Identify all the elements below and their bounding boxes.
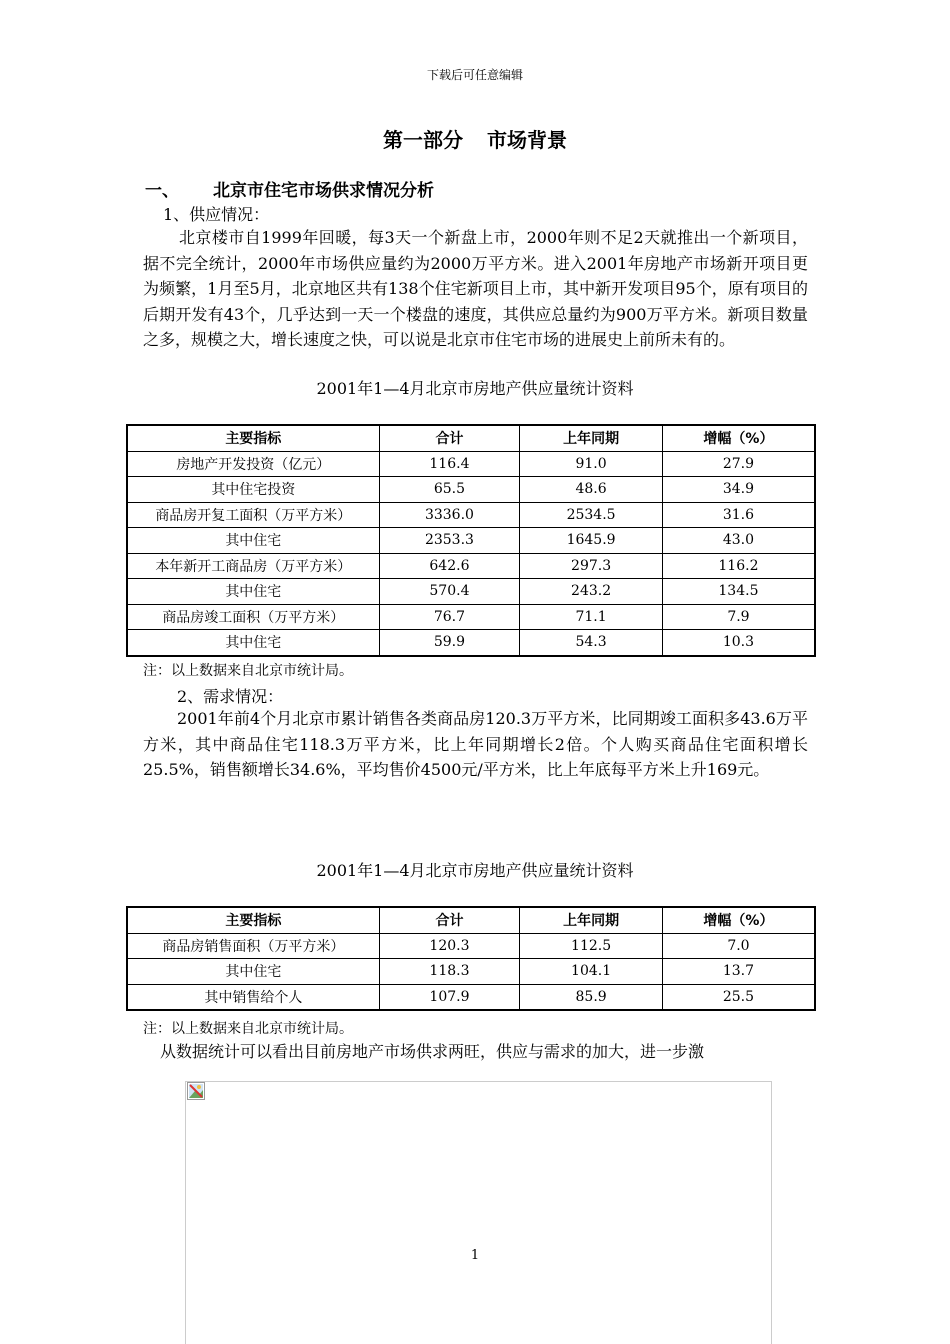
table-cell: 116.4 xyxy=(379,451,520,477)
column-header: 上年同期 xyxy=(520,907,663,933)
table-cell: 34.9 xyxy=(662,477,815,503)
table-cell: 13.7 xyxy=(662,959,815,985)
demand-table xyxy=(126,906,816,1011)
table-cell: 107.9 xyxy=(379,984,520,1010)
table-row xyxy=(127,579,815,605)
table-cell: 本年新开工商品房（万平方米） xyxy=(127,553,379,579)
table-row xyxy=(127,477,815,503)
table-cell: 104.1 xyxy=(520,959,663,985)
table-cell: 其中住宅 xyxy=(127,528,379,554)
table-cell: 118.3 xyxy=(379,959,520,985)
image-placeholder xyxy=(185,1081,772,1344)
table-cell: 其中销售给个人 xyxy=(127,984,379,1010)
table-cell: 商品房开复工面积（万平方米） xyxy=(127,502,379,528)
title-part: 第一部分 xyxy=(383,128,463,152)
table-cell: 48.6 xyxy=(520,477,663,503)
section-number: 一、 xyxy=(145,181,179,201)
supply-label: 1、供应情况： xyxy=(163,205,270,224)
table-cell: 其中住宅 xyxy=(127,579,379,605)
column-header: 增幅（%） xyxy=(662,425,815,451)
broken-image-icon xyxy=(187,1082,205,1100)
table-cell: 27.9 xyxy=(662,451,815,477)
table-row xyxy=(127,553,815,579)
table-cell: 134.5 xyxy=(662,579,815,605)
table-cell: 43.0 xyxy=(662,528,815,554)
table1-caption: 2001年1—4月北京市房地产供应量统计资料 xyxy=(316,379,634,398)
table-cell: 25.5 xyxy=(662,984,815,1010)
table-row xyxy=(127,959,815,985)
demand-paragraph: 2001年前4个月北京市累计销售各类商品房120.3万平方米，比同期竣工面积多43.6万平方米，其中商品住宅118.3万平方米，比上年同期增长2倍。个人购买商品住宅面积增长25.5%，销售额增长34.6%，平均售价4500元/平方米，比上年底每平方米上升169元。 xyxy=(143,709,808,779)
column-header: 上年同期 xyxy=(520,425,663,451)
table-cell: 2534.5 xyxy=(520,502,663,528)
table-row xyxy=(127,451,815,477)
table-cell: 54.3 xyxy=(520,630,663,656)
table-cell: 91.0 xyxy=(520,451,663,477)
table-cell: 7.9 xyxy=(662,604,815,630)
column-header: 合计 xyxy=(379,907,520,933)
table-row xyxy=(127,630,815,656)
table-cell: 7.0 xyxy=(662,933,815,959)
table-cell: 1645.9 xyxy=(520,528,663,554)
table2-caption: 2001年1—4月北京市房地产供应量统计资料 xyxy=(316,861,634,880)
column-header: 主要指标 xyxy=(127,425,379,451)
table-cell: 243.2 xyxy=(520,579,663,605)
table-header-row xyxy=(127,907,815,933)
section-heading xyxy=(145,176,434,201)
table-row xyxy=(127,984,815,1010)
supply-table xyxy=(126,424,816,657)
table-cell: 其中住宅投资 xyxy=(127,477,379,503)
demand-label: 2、需求情况： xyxy=(177,687,284,706)
table-row xyxy=(127,933,815,959)
table2-note: 注：以上数据来自北京市统计局。 xyxy=(143,1021,353,1037)
table-cell: 71.1 xyxy=(520,604,663,630)
table-cell: 642.6 xyxy=(379,553,520,579)
page-number: 1 xyxy=(470,1248,480,1263)
table-row xyxy=(127,604,815,630)
table-cell: 112.5 xyxy=(520,933,663,959)
table-cell: 房地产开发投资（亿元） xyxy=(127,451,379,477)
table-row xyxy=(127,502,815,528)
table-cell: 31.6 xyxy=(662,502,815,528)
table-cell: 59.9 xyxy=(379,630,520,656)
table-cell: 商品房销售面积（万平方米） xyxy=(127,933,379,959)
page-title xyxy=(0,124,950,153)
table-cell: 10.3 xyxy=(662,630,815,656)
table-cell: 570.4 xyxy=(379,579,520,605)
section-title: 北京市住宅市场供求情况分析 xyxy=(213,181,434,201)
table-cell: 其中住宅 xyxy=(127,959,379,985)
table-cell: 商品房竣工面积（万平方米） xyxy=(127,604,379,630)
column-header: 增幅（%） xyxy=(662,907,815,933)
page-header: 下载后可任意编辑 xyxy=(426,68,523,82)
table-cell: 116.2 xyxy=(662,553,815,579)
closing-paragraph: 从数据统计可以看出目前房地产市场供求两旺，供应与需求的加大，进一步激 xyxy=(160,1042,705,1061)
supply-paragraph: 北京楼市自1999年回暖，每3天一个新盘上市，2000年则不足2天就推出一个新项目，据不完全统计，2000年市场供应量约为2000万平方米。进入2001年房地产市场新开项目更为频繁，1月至5月，北京地区共有138个住宅新项目上市，其中新开发项目95个，原有项目的后期开发有43个，几乎达到一天一个楼盘的速度，其供应总量约为900万平方米。新项目数量之多，规模之大，增长速度之快，可以说是北京市住宅市场的进展史上前所未有的。 xyxy=(143,228,808,349)
table-cell: 76.7 xyxy=(379,604,520,630)
table-cell: 120.3 xyxy=(379,933,520,959)
table-cell: 297.3 xyxy=(520,553,663,579)
table-header-row xyxy=(127,425,815,451)
title-name: 市场背景 xyxy=(487,128,567,152)
column-header: 主要指标 xyxy=(127,907,379,933)
table-cell: 85.9 xyxy=(520,984,663,1010)
table-cell: 65.5 xyxy=(379,477,520,503)
table1-note: 注：以上数据来自北京市统计局。 xyxy=(143,663,353,679)
table-cell: 2353.3 xyxy=(379,528,520,554)
table-cell: 其中住宅 xyxy=(127,630,379,656)
column-header: 合计 xyxy=(379,425,520,451)
table-row xyxy=(127,528,815,554)
table-cell: 3336.0 xyxy=(379,502,520,528)
